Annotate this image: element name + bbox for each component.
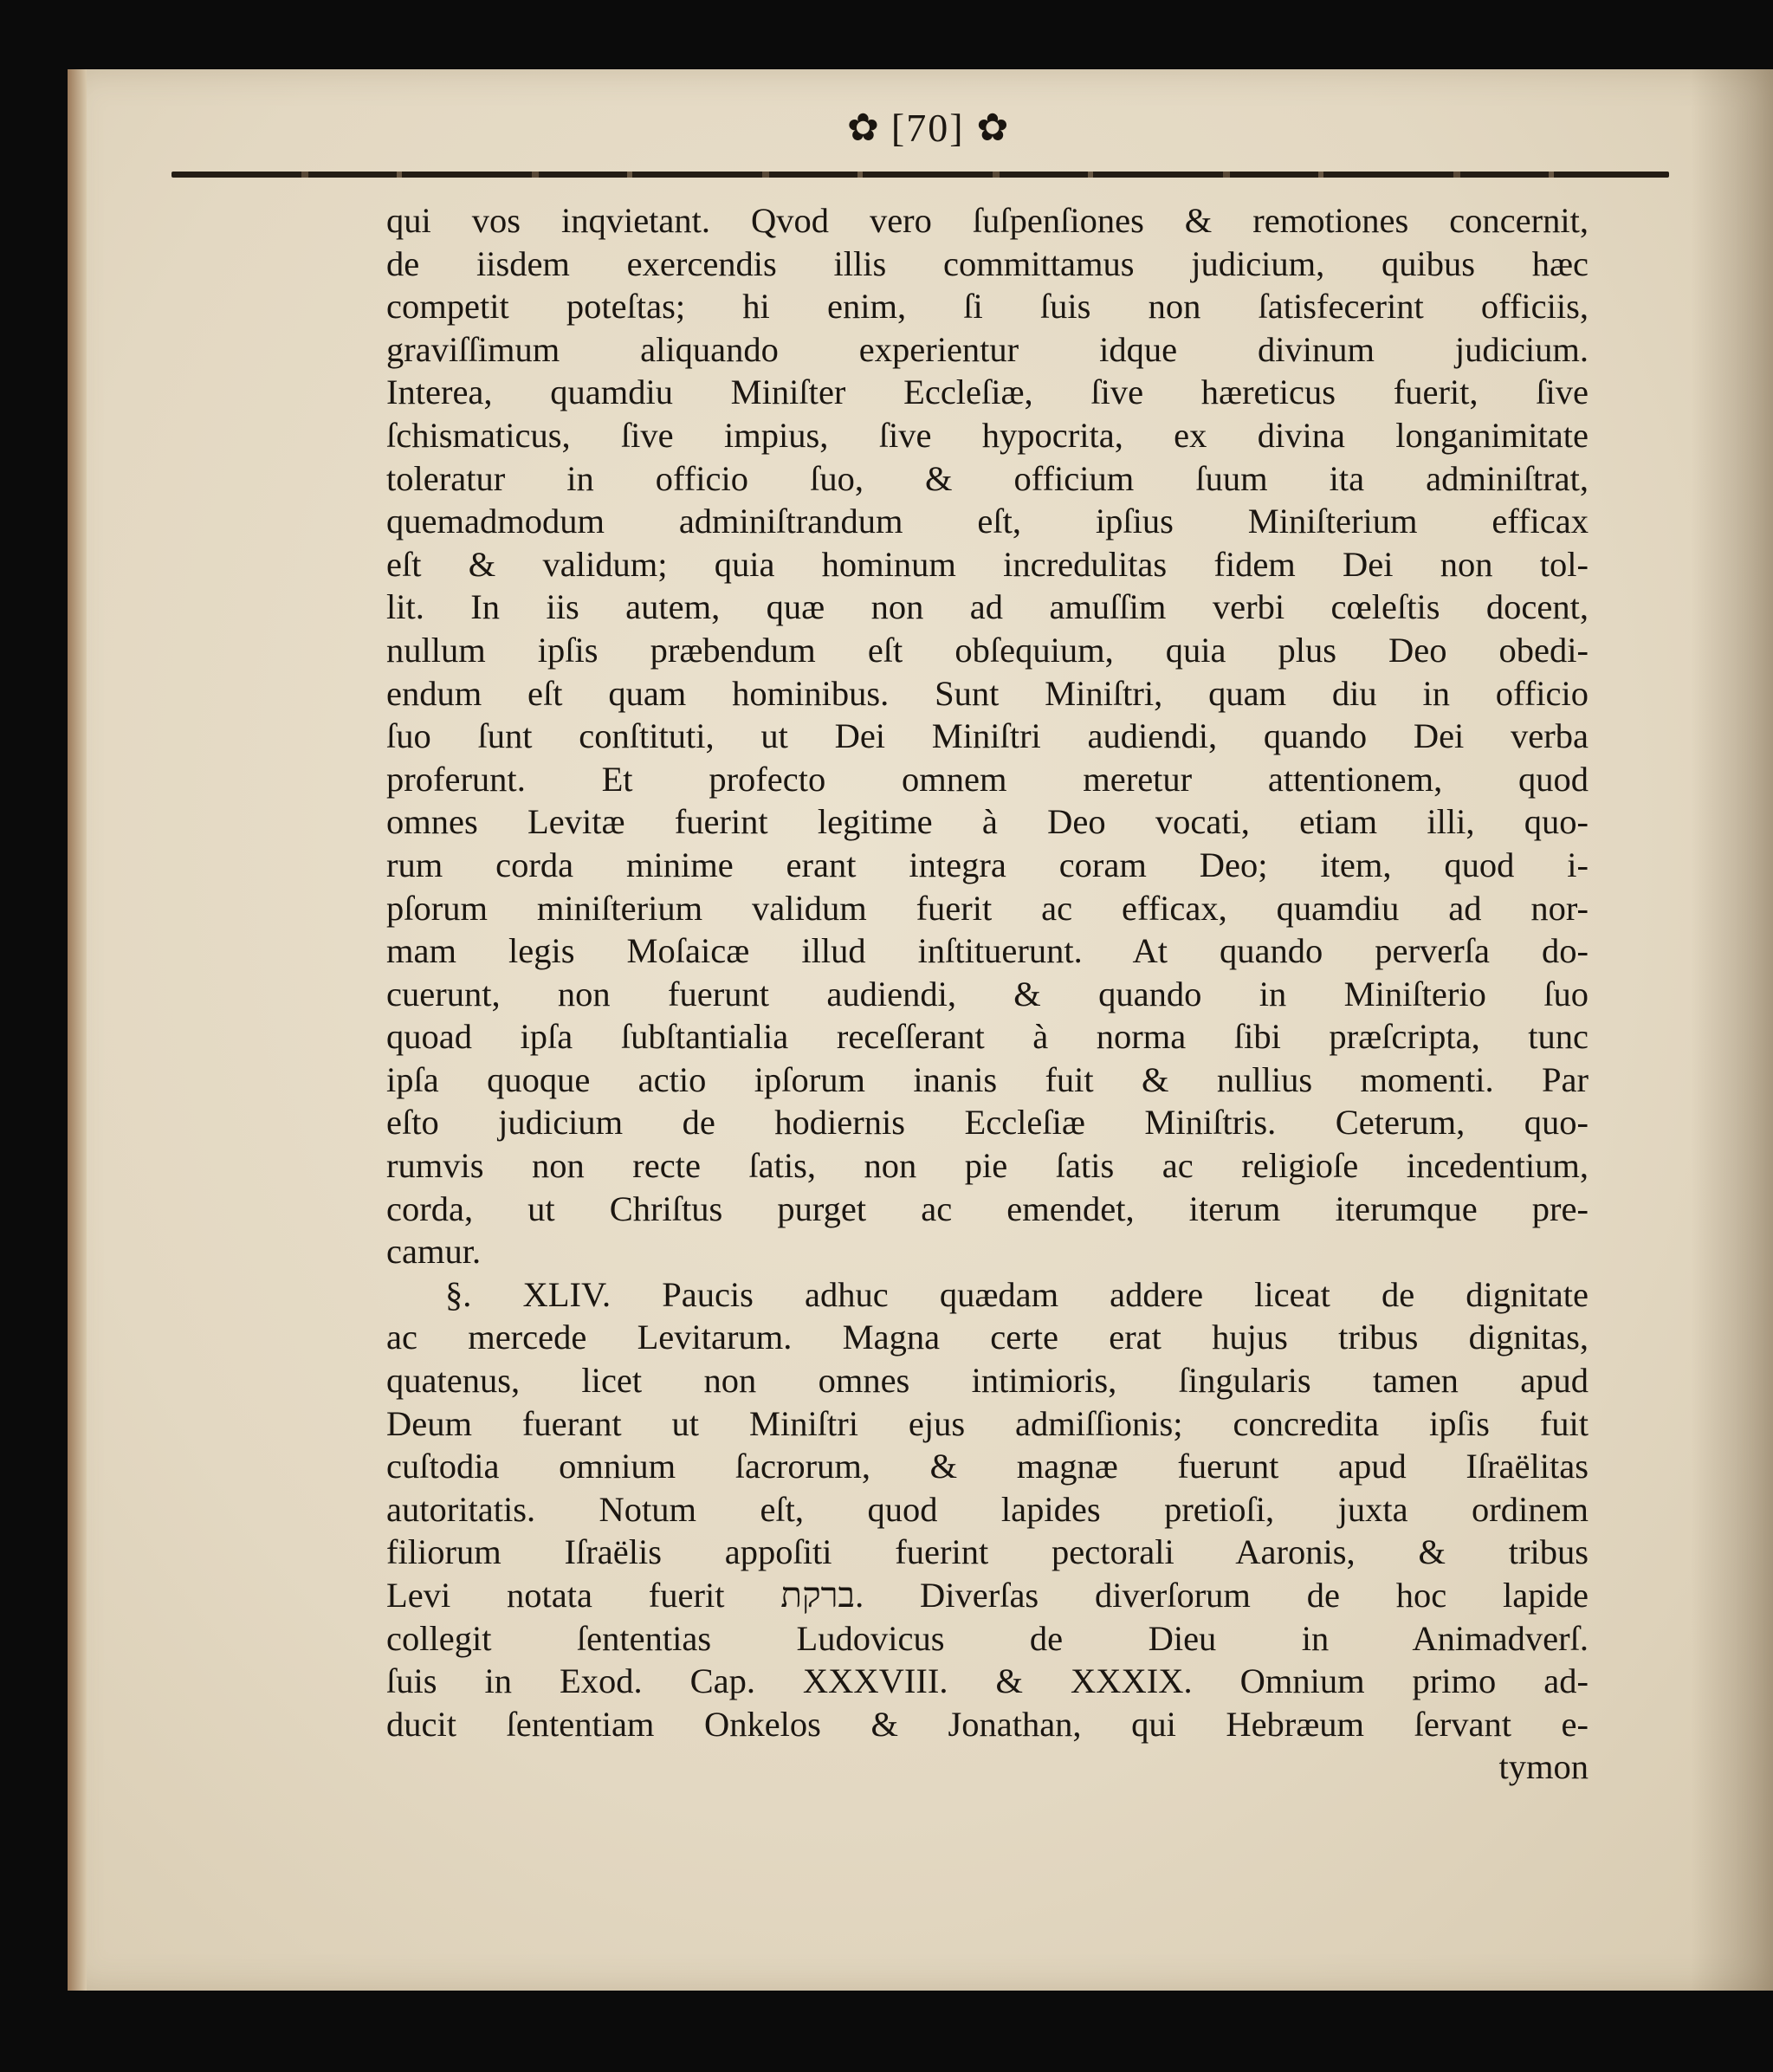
text-line: ſchismaticus, ſive impius, ſive hypocrita, ex divina longanimitate <box>386 415 1589 455</box>
text-line: pſorum miniſterium validum fuerit ac efficax, quamdiu ad nor- <box>386 888 1589 928</box>
text-line: nullum ipſis præbendum eſt obſequium, quia plus Deo obedi- <box>386 630 1589 670</box>
text-line: qui vos inqvietant. Qvod vero ſuſpenſiones & remotiones concernit, <box>386 201 1589 240</box>
text-line: filiorum Iſraëlis appoſiti fuerint pectorali Aaronis, & tribus <box>386 1532 1589 1572</box>
ornament-right-icon: ✿ <box>976 107 1009 149</box>
text-line: corda, ut Chriſtus purget ac emendet, iterum iterumque pre- <box>386 1188 1589 1228</box>
text-line: mam legis Moſaicæ illud inſtituerunt. At quando perverſa do- <box>386 931 1589 971</box>
catchword: tymon <box>1498 1747 1589 1787</box>
text-line: ducit ſententiam Onkelos & Jonathan, qui Hebræum ſervant e- <box>386 1704 1589 1744</box>
text-line: quoad ipſa ſubſtantialia receſſerant à norma ſibi præſcripta, tunc <box>386 1017 1589 1057</box>
page-number: [70] <box>890 106 965 150</box>
page-header <box>68 102 1773 163</box>
body-text <box>386 199 1589 1789</box>
text-line: Interea, quamdiu Miniſter Eccleſiæ, ſive hæreticus fuerit, ſive <box>386 372 1589 412</box>
text-line: graviſſimum aliquando experientur idque divinum judicium. <box>386 329 1589 369</box>
text-line: Deum fuerant ut Miniſtri ejus admiſſionis; concredita ipſis fuit <box>386 1403 1589 1443</box>
text-line: ſuo ſunt conſtituti, ut Dei Miniſtri audiendi, quando Dei verba <box>386 716 1589 756</box>
text-line: omnes Levitæ fuerint legitime à Deo vocati, etiam illi, quo- <box>386 802 1589 842</box>
text-line: eſto judicium de hodiernis Eccleſiæ Miniſtris. Ceterum, quo- <box>386 1103 1589 1143</box>
text-line: ac mercede Levitarum. Magna certe erat hujus tribus dignitas, <box>386 1318 1589 1357</box>
text-line: cuſtodia omnium ſacrorum, & magnæ fuerunt apud Iſraëlitas <box>386 1447 1589 1486</box>
text-line: cuerunt, non fuerunt audiendi, & quando in Miniſterio ſuo <box>386 974 1589 1013</box>
text-line: Levi notata fuerit ברקת. Diverſas diverſorum de hoc lapide <box>386 1576 1589 1615</box>
text-line: quemadmodum adminiſtrandum eſt, ipſius Miniſterium efficax <box>386 502 1589 541</box>
text-line: ſuis in Exod. Cap. XXXVIII. & XXXIX. Omnium primo ad- <box>386 1661 1589 1701</box>
text-line: camur. <box>386 1232 482 1272</box>
header-rule <box>171 172 1669 178</box>
text-line: quatenus, licet non omnes intimioris, ſingularis tamen apud <box>386 1361 1589 1401</box>
text-line: autoritatis. Notum eſt, quod lapides pretioſi, juxta ordinem <box>386 1489 1589 1529</box>
section-heading-line: §. XLIV. Paucis adhuc quædam addere liceat de dignitate <box>445 1274 1589 1314</box>
ornament-left-icon: ✿ <box>847 107 879 149</box>
page-gutter-shadow <box>1691 69 1773 1991</box>
text-line: eſt & validum; quia hominum incredulitas fidem Dei non tol- <box>386 544 1589 584</box>
text-line: competit poteſtas; hi enim, ſi ſuis non ſatisfecerint officiis, <box>386 287 1589 327</box>
text-line: rum corda minime erant integra coram Deo; item, quod i- <box>386 845 1589 884</box>
book-page <box>68 69 1773 1991</box>
text-line: rumvis non recte ſatis, non pie ſatis ac religioſe incedentium, <box>386 1146 1589 1186</box>
page-edge <box>68 69 87 1991</box>
text-line: endum eſt quam hominibus. Sunt Miniſtri, quam diu in officio <box>386 673 1589 713</box>
text-line: proferunt. Et profecto omnem meretur attentionem, quod <box>386 759 1589 799</box>
text-line: de iisdem exercendis illis committamus judicium, quibus hæc <box>386 243 1589 283</box>
text-line: collegit ſententias Ludovicus de Dieu in Animadverſ. <box>386 1618 1589 1658</box>
text-line: ipſa quoque actio ipſorum inanis fuit & nullius momenti. Par <box>386 1059 1589 1099</box>
text-line: lit. In iis autem, quæ non ad amuſſim verbi cœleſtis docent, <box>386 587 1589 627</box>
text-line: toleratur in officio ſuo, & officium ſuum ita adminiſtrat, <box>386 458 1589 498</box>
